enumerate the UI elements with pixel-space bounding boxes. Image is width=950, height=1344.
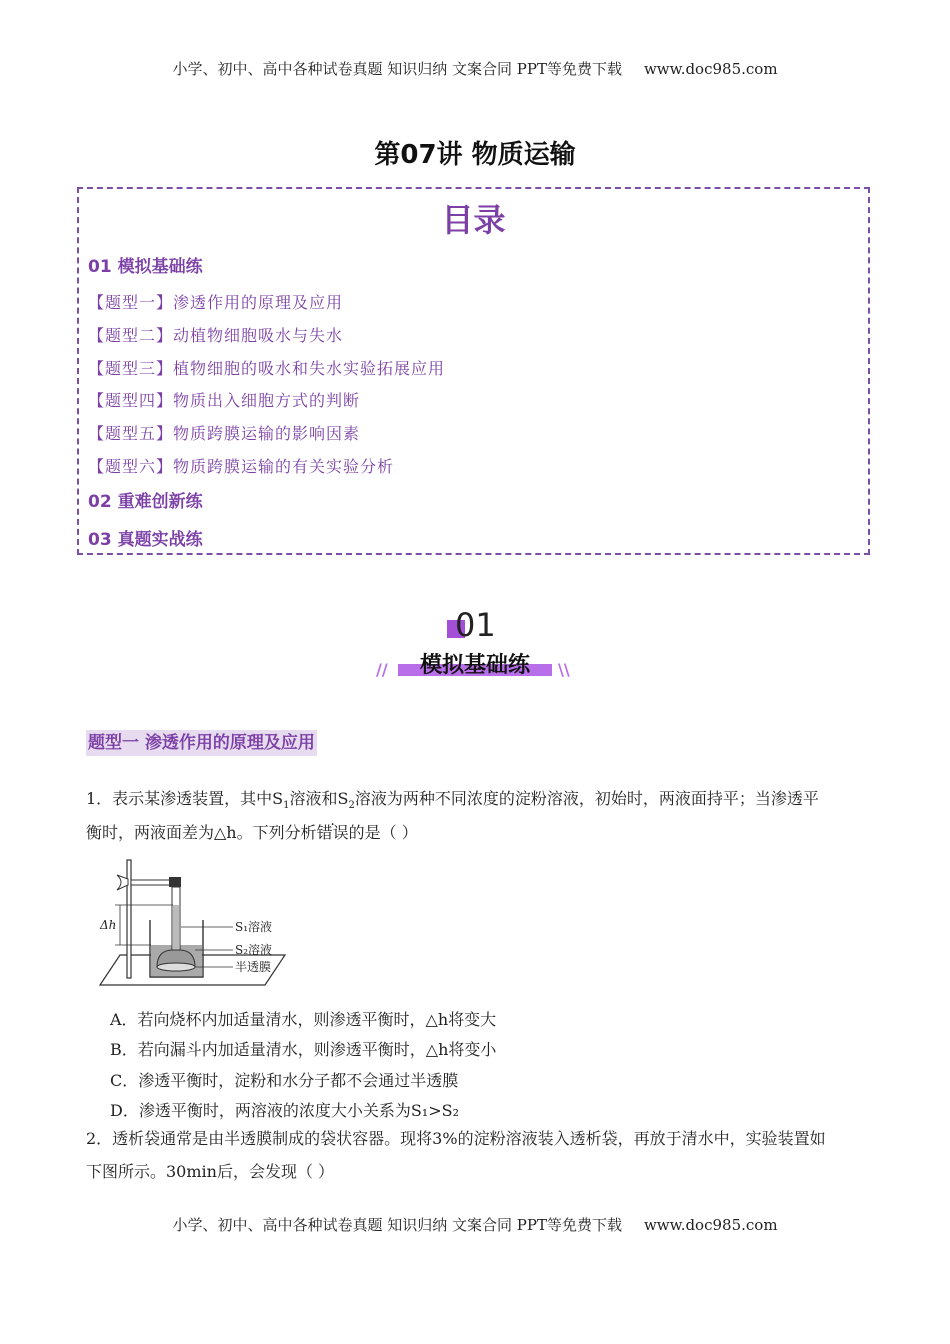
toc-section-02[interactable]: 02 重难创新练 xyxy=(88,492,203,512)
q1-option-d[interactable]: D．渗透平衡时，两溶液的浓度大小关系为S₁>S₂ xyxy=(110,1101,459,1120)
section-label: 题型一 渗透作用的原理及应用 xyxy=(86,730,317,756)
q1-option-c[interactable]: C．渗透平衡时，淀粉和水分子都不会通过半透膜 xyxy=(110,1071,459,1090)
table-of-contents xyxy=(77,187,870,555)
page-footer xyxy=(0,1214,950,1235)
question-1-line-1: 1．表示某渗透装置，其中$S_1$溶液和$S_2$溶液为两种不同浓度的淀粉溶液，初始时，两液面持平；当渗透平 xyxy=(86,789,819,812)
toc-item-5[interactable]: 【题型五】物质跨膜运输的影响因素 xyxy=(88,424,361,443)
banner-slash-right-icon: \\ xyxy=(558,660,570,679)
question-1-line-2: 衡时，两液面差为△h。下列分析错误的是（ ） xyxy=(86,823,418,842)
figure-label-s1: S₁溶液 xyxy=(235,920,273,934)
question-2-line-2: 下图所示。30min后，会发现（ ） xyxy=(86,1162,335,1181)
question-2-line-1: 2．透析袋通常是由半透膜制成的袋状容器。现将3%的淀粉溶液装入透析袋，再放于清水中，实验装置如 xyxy=(86,1129,826,1148)
emphasis-text: 错误 xyxy=(316,823,349,842)
footer-url[interactable]: www.doc985.com xyxy=(643,1216,778,1234)
figure-label-s2: S₂溶液 xyxy=(235,943,273,957)
toc-heading: 目录 xyxy=(441,201,506,239)
q1-option-a[interactable]: A．若向烧杯内加适量清水，则渗透平衡时，△h将变大 xyxy=(110,1010,497,1029)
banner-number: 01 xyxy=(455,606,496,644)
figure-label-dh: Δh xyxy=(100,918,117,932)
figure-label-membrane: 半透膜 xyxy=(235,960,272,974)
footer-text: 小学、初中、高中各种试卷真题 知识归纳 文案合同 PPT等免费下载 xyxy=(172,1216,622,1234)
toc-section-03[interactable]: 03 真题实战练 xyxy=(88,530,203,550)
toc-item-3[interactable]: 【题型三】植物细胞的吸水和失水实验拓展应用 xyxy=(88,359,446,378)
page-header xyxy=(0,58,950,79)
toc-item-1[interactable]: 【题型一】渗透作用的原理及应用 xyxy=(88,293,344,312)
osmosis-apparatus-figure xyxy=(95,855,295,990)
banner-slash-left-icon: // xyxy=(376,660,388,679)
toc-item-4[interactable]: 【题型四】物质出入细胞方式的判断 xyxy=(88,391,361,410)
toc-item-2[interactable]: 【题型二】动植物细胞吸水与失水 xyxy=(88,326,344,345)
toc-item-6[interactable]: 【题型六】物质跨膜运输的有关实验分析 xyxy=(88,457,395,476)
banner-title: 模拟基础练 xyxy=(419,653,530,678)
document-title: 第07讲 物质运输 xyxy=(374,140,576,170)
toc-section-01[interactable]: 01 模拟基础练 xyxy=(88,257,203,277)
header-text: 小学、初中、高中各种试卷真题 知识归纳 文案合同 PPT等免费下载 xyxy=(172,60,622,78)
q1-option-b[interactable]: B．若向漏斗内加适量清水，则渗透平衡时，△h将变小 xyxy=(110,1040,497,1059)
header-url[interactable]: www.doc985.com xyxy=(643,60,778,78)
